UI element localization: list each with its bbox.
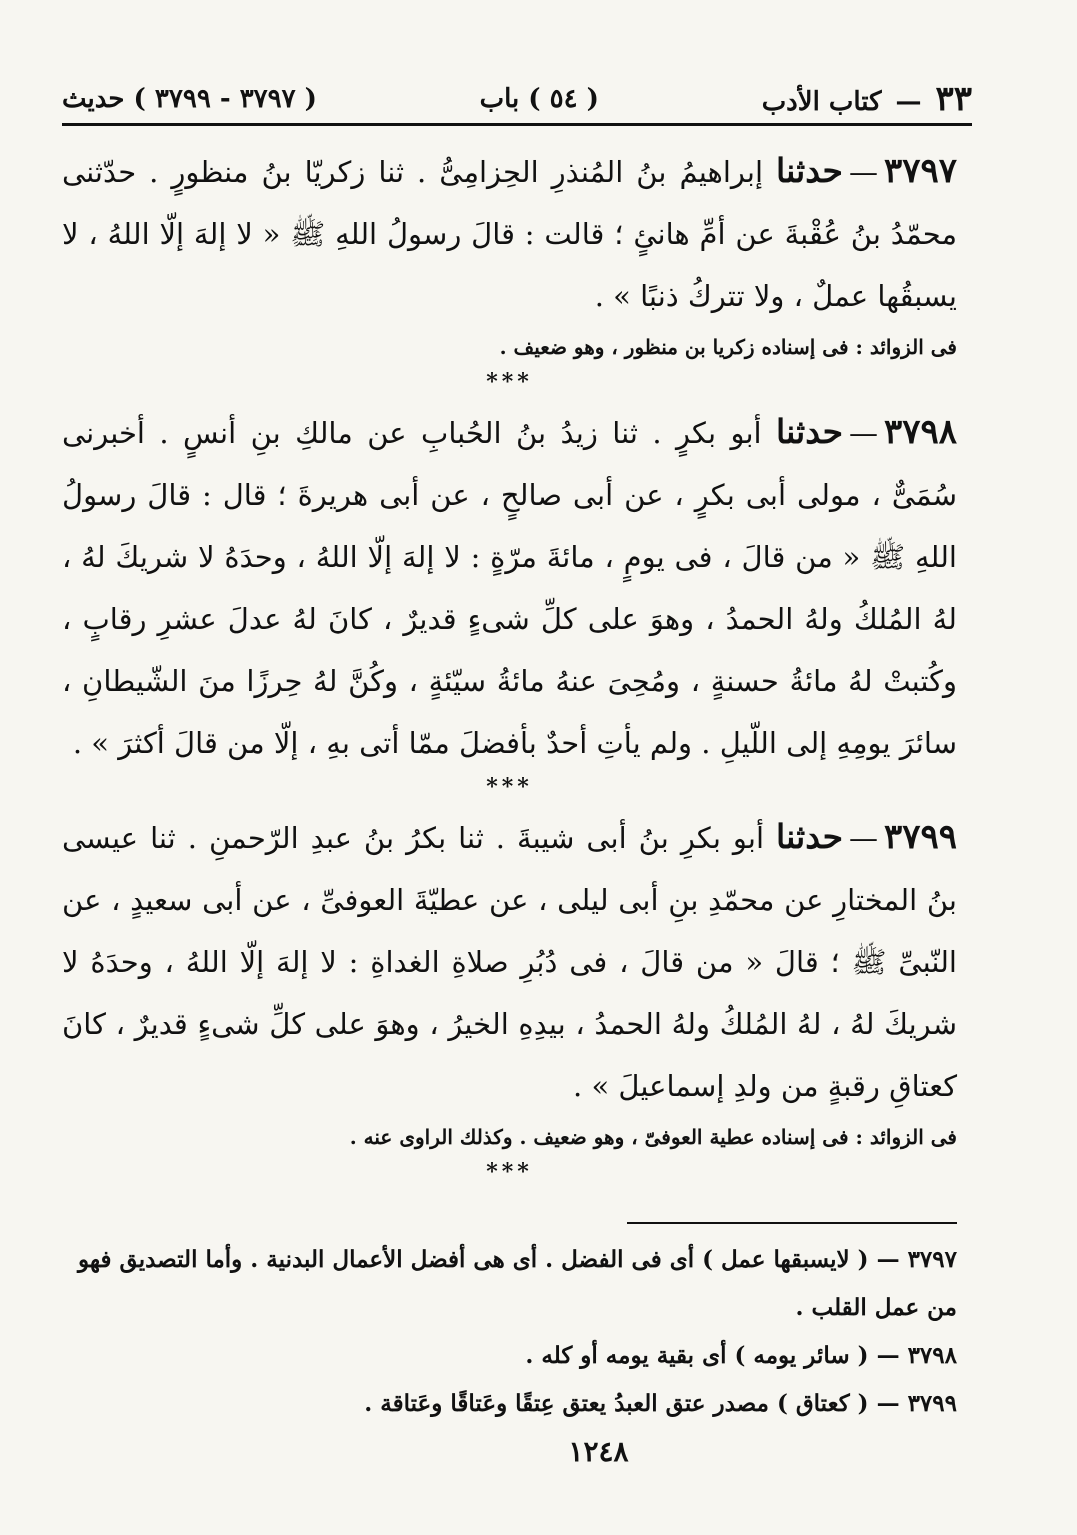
header-dash: — <box>895 87 922 117</box>
page-number: ١٢٤٨ <box>568 1435 629 1468</box>
hadith-text: أبو بكرٍ . ثنا زيدُ بنُ الحُبابِ عن مالكِ بنِ أنسٍ . أخبرنى سُمَىٌّ ، مولى أبى بكرٍ ، عن أبى صالحٍ ، عن أبى هريرةَ ؛ قال : قالَ رسولُ اللهِ ﷺ « من قالَ ، فى يومٍ ، مائةَ مرّةٍ : لا إلهَ إلّا اللهُ ، وحدَهُ لا شريكَ لهُ ، لهُ المُلكُ ولهُ الحمدُ ، وهوَ على كلِّ شىءٍ قديرٌ ، كانَ لهُ عدلَ عشرِ رقابٍ ، وكُتبتْ لهُ مائةُ حسنةٍ ، ومُحِىَ عنهُ مائةُ سيّئةٍ ، وكُنَّ لهُ حِرزًا منَ الشّيطانِ ، سائرَ يومِهِ إلى اللّيلِ . ولم يأتِ أحدٌ بأفضلَ ممّا أتى بهِ ، إلّا من قالَ أكثرَ » . <box>62 416 957 760</box>
bab-label: ( ٥٤ ) باب <box>479 84 599 114</box>
hadith-number: ٣٧٩٨ <box>883 412 958 452</box>
dash: — <box>848 155 878 189</box>
hadith-range: ( ٣٧٩٧ - ٣٧٩٩ ) حديث <box>62 84 317 114</box>
main-text <box>62 140 957 1191</box>
dash: — <box>848 821 878 855</box>
dash: — <box>848 416 878 450</box>
zawaid-note: فى الزوائد : فى إسناده عطية العوفىّ ، وهو ضعيف . وكذلك الراوى عنه . <box>349 1125 957 1149</box>
header-rule <box>62 123 972 126</box>
running-header <box>62 78 972 120</box>
haddatha-word: حدثنا <box>776 412 843 451</box>
hadith-text: إبراهيمُ بنُ المُنذرِ الحِزامِىُّ . ثنا زكريّا بنُ منظورٍ . حدّثنى محمّدُ بنُ عُقْبةَ عن أمِّ هانئٍ ؛ قالت : قالَ رسولُ اللهِ ﷺ « لا إلهَ إلّا اللهُ ، لا يسبقُها عملٌ ، ولا تتركُ ذنبًا » . <box>62 155 957 313</box>
hadith-number: ٣٧٩٧ <box>883 151 957 191</box>
footnote-3797: ٣٧٩٧ — ( لايسبقها عمل ) أى فى الفضل . أى هى أفضل الأعمال البدنية . وأما التصديق فهو من عمل القلب . <box>78 1246 957 1321</box>
hadith-3797 <box>62 140 957 327</box>
hadith-3798 <box>62 401 957 774</box>
separator-stars: *** <box>486 369 533 395</box>
footnote-3799: ٣٧٩٩ — ( كعتاق ) مصدر عتق العبدُ يعتق عِتقًا وعَتاقًا وعَتاقة . <box>364 1390 957 1417</box>
hadith-number: ٣٧٩٩ <box>883 817 958 857</box>
separator-stars: *** <box>486 1159 533 1185</box>
haddatha-word: حدثنا <box>776 151 843 190</box>
hadith-3799 <box>62 806 957 1117</box>
chapter-number: ٣٣ <box>935 79 972 119</box>
chapter-title: كتاب الأدب <box>761 87 882 117</box>
zawaid-note: فى الزوائد : فى إسناده زكريا بن منظور ، وهو ضعيف . <box>499 335 957 359</box>
footnote-3798: ٣٧٩٨ — ( سائر يومه ) أى بقية يومه أو كله . <box>525 1342 957 1369</box>
header-chapter <box>762 79 972 119</box>
separator-stars: *** <box>486 774 533 800</box>
haddatha-word: حدثنا <box>776 817 843 856</box>
footnotes <box>62 1236 957 1428</box>
footnote-rule <box>627 1222 957 1224</box>
hadith-text: أبو بكرِ بنُ أبى شيبةَ . ثنا بكرُ بنُ عبدِ الرّحمنِ . ثنا عيسى بنُ المختارِ عن محمّدِ بنِ أبى ليلى ، عن عطيّةَ العوفىِّ ، عن أبى سعيدٍ ، عن النّبىِّ ﷺ ؛ قالَ « من قالَ ، فى دُبُرِ صلاةِ الغداةِ : لا إلهَ إلّا اللهُ ، وحدَهُ لا شريكَ لهُ ، لهُ المُلكُ ولهُ الحمدُ ، بيدِهِ الخيرُ ، وهوَ على كلِّ شىءٍ قديرٌ ، كانَ كعتاقِ رقبةٍ من ولدِ إسماعيلَ » . <box>62 821 957 1103</box>
